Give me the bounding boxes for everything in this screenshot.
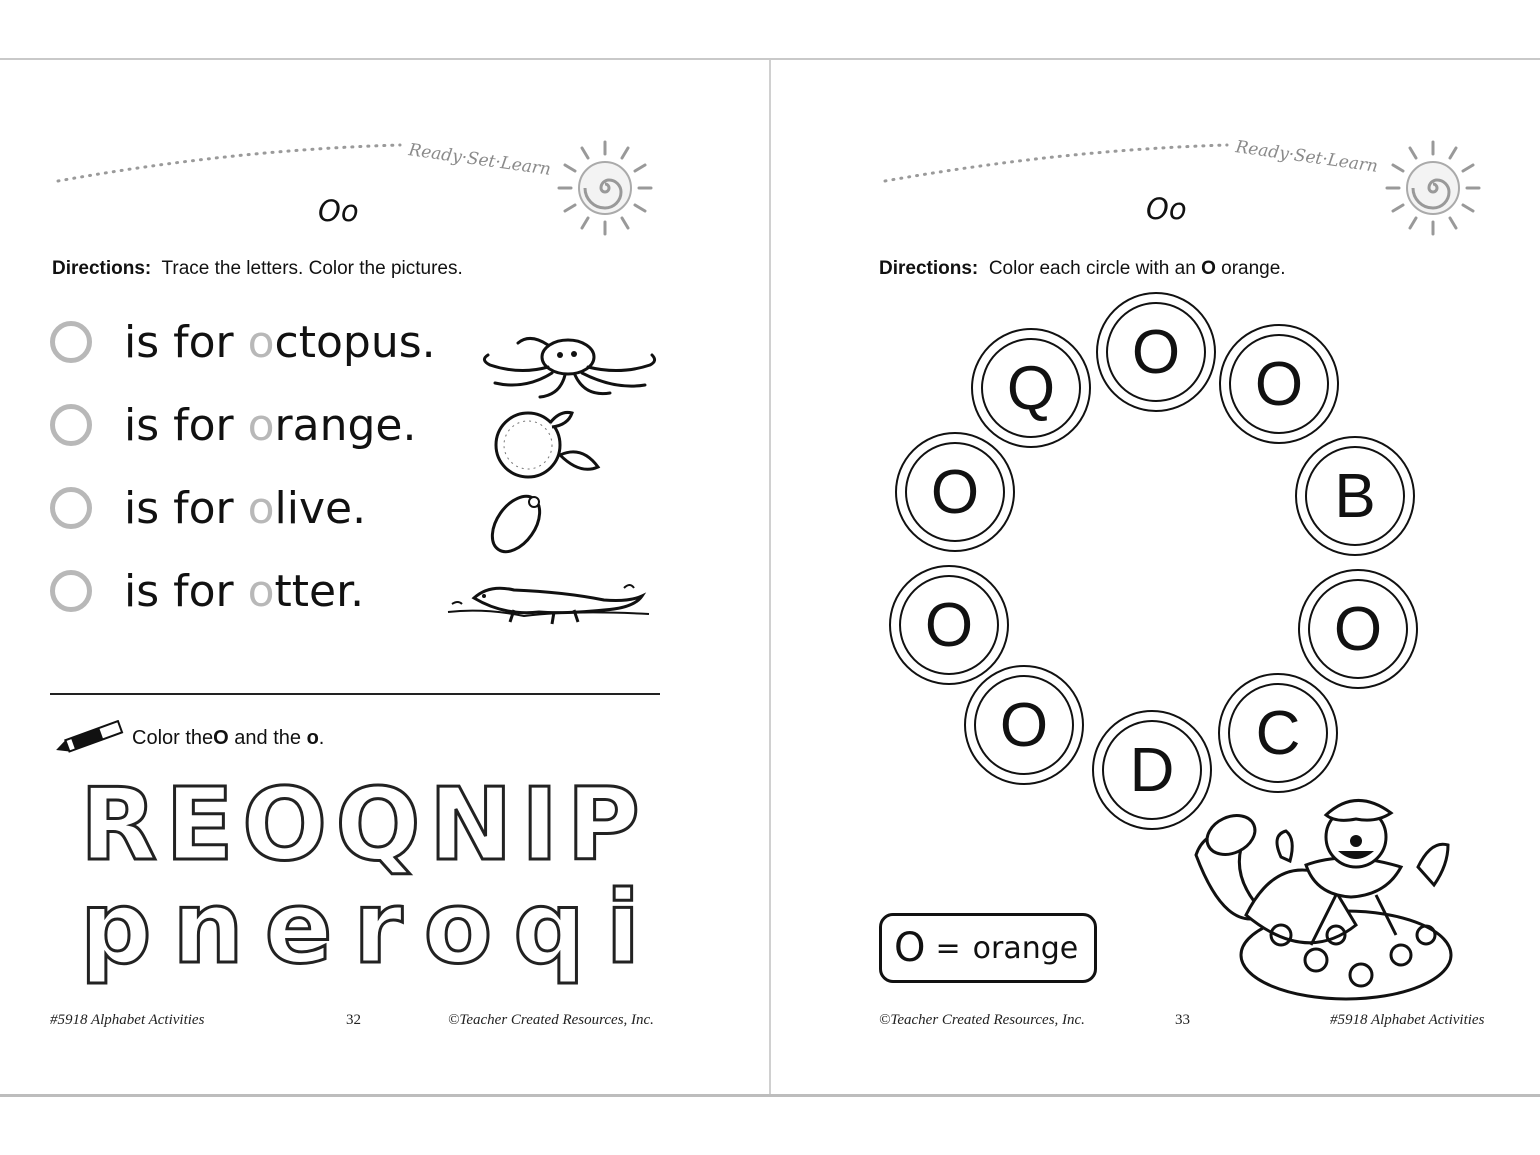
phrase-otter <box>50 556 364 626</box>
directions-text: Trace the letters. Color the pictures. <box>161 258 463 279</box>
page-number: 32 <box>346 1012 361 1028</box>
directions-label: Directions: <box>879 258 979 279</box>
letter-circle[interactable] <box>895 432 1015 552</box>
phrase-text <box>110 317 436 368</box>
letter-circle[interactable] <box>964 665 1084 785</box>
brand-text: Ready·Set·Learn <box>1234 137 1380 177</box>
phrase-olive <box>50 473 366 543</box>
letter-circle[interactable] <box>971 328 1091 448</box>
outline-letter[interactable]: P <box>566 766 640 883</box>
directions-pre: Color each circle with an <box>988 258 1202 279</box>
page-heading: Oo <box>1146 192 1187 226</box>
letter-circle[interactable] <box>1096 292 1216 412</box>
color-instruction-big: O <box>213 726 229 749</box>
section-divider <box>50 693 660 695</box>
orange-icon[interactable] <box>490 405 610 485</box>
letter-circle[interactable] <box>1219 324 1339 444</box>
outline-letter[interactable]: e <box>264 869 333 986</box>
circle-letter: O <box>974 675 1074 775</box>
circle-letter: O <box>1106 302 1206 402</box>
page-number: 33 <box>1175 1012 1190 1028</box>
outline-letter[interactable]: q <box>513 869 585 986</box>
trace-o-icon[interactable] <box>50 321 92 363</box>
brand-text: Ready·Set·Learn <box>407 140 553 180</box>
octopus-icon[interactable] <box>470 335 665 415</box>
right-page <box>771 60 1540 1094</box>
trace-o-icon[interactable] <box>50 570 92 612</box>
color-instruction-pre: Color the <box>132 726 214 749</box>
circle-letter: D <box>1102 720 1202 820</box>
circle-letter: C <box>1228 683 1328 783</box>
crayon-icon <box>52 720 126 756</box>
color-instruction-end: . <box>318 726 325 749</box>
footer-code: #5918 Alphabet Activities <box>50 1012 205 1028</box>
phrase-orange <box>50 390 416 460</box>
outline-letter[interactable]: N <box>428 766 513 883</box>
outline-letter[interactable]: O <box>242 766 328 883</box>
circle-letter: B <box>1305 446 1405 546</box>
directions <box>879 258 1286 280</box>
letter-circle[interactable] <box>1218 673 1338 793</box>
directions-label: Directions: <box>52 258 152 279</box>
outline-letter[interactable]: r <box>353 869 403 986</box>
phrase-lead: is for <box>110 316 248 368</box>
phrase-text <box>110 566 364 617</box>
phrase-word: range. <box>274 399 417 451</box>
circle-letter: O <box>899 575 999 675</box>
letter-circle[interactable] <box>889 565 1009 685</box>
sun-icon <box>559 142 651 234</box>
footer-code: #5918 Alphabet Activities <box>1330 1012 1485 1028</box>
sun-icon <box>1387 142 1479 234</box>
outline-letter[interactable]: n <box>172 869 244 986</box>
key-equals: = <box>935 930 961 966</box>
outline-letter[interactable]: i <box>605 869 640 986</box>
footer-copyright: ©Teacher Created Resources, Inc. <box>448 1012 654 1028</box>
circle-letter: O <box>1229 334 1329 434</box>
olive-icon[interactable] <box>482 490 552 560</box>
header-decoration <box>771 60 1540 260</box>
footer-copyright: ©Teacher Created Resources, Inc. <box>879 1012 1085 1028</box>
outline-letter[interactable]: E <box>165 766 234 883</box>
phrase-lead: is for <box>110 399 248 451</box>
color-instruction-mid: and the <box>228 726 307 749</box>
traceable-o[interactable]: o <box>247 399 275 451</box>
key-letter: O <box>894 925 926 971</box>
page-heading: Oo <box>318 194 359 228</box>
directions <box>52 258 463 280</box>
outline-letter[interactable]: Q <box>335 766 421 883</box>
letter-circle[interactable] <box>1298 569 1418 689</box>
phrase-word: ctopus. <box>274 316 436 368</box>
outline-letter[interactable]: p <box>80 869 152 986</box>
circle-letter: O <box>905 442 1005 542</box>
spread-bottom-edge <box>0 1094 1540 1097</box>
phrase-lead: is for <box>110 482 248 534</box>
color-instruction-small: o <box>306 726 319 749</box>
left-page <box>0 60 769 1094</box>
outline-letter[interactable]: o <box>423 869 493 986</box>
lowercase-row <box>80 869 640 986</box>
key-word: orange <box>972 930 1079 966</box>
directions-letter: O <box>1201 258 1216 279</box>
header-decoration <box>0 60 769 260</box>
clown-icon[interactable] <box>1186 795 1491 1005</box>
letter-circle[interactable] <box>1295 436 1415 556</box>
phrase-text <box>110 400 416 451</box>
phrase-lead: is for <box>110 565 248 617</box>
phrase-octopus <box>50 307 436 377</box>
otter-icon[interactable] <box>444 570 656 630</box>
trace-o-icon[interactable] <box>50 404 92 446</box>
outline-letter[interactable]: I <box>521 766 559 883</box>
outline-letter[interactable]: R <box>80 766 158 883</box>
color-key <box>879 913 1097 983</box>
color-instruction <box>52 720 324 756</box>
uppercase-row <box>80 766 640 883</box>
phrase-word: tter. <box>274 565 365 617</box>
directions-post: orange. <box>1215 258 1286 279</box>
trace-o-icon[interactable] <box>50 487 92 529</box>
traceable-o[interactable]: o <box>247 316 275 368</box>
circle-letter: O <box>1308 579 1408 679</box>
phrase-word: live. <box>274 482 367 534</box>
phrase-text <box>110 483 366 534</box>
traceable-o[interactable]: o <box>247 482 275 534</box>
circle-letter: Q <box>981 338 1081 438</box>
traceable-o[interactable]: o <box>247 565 275 617</box>
